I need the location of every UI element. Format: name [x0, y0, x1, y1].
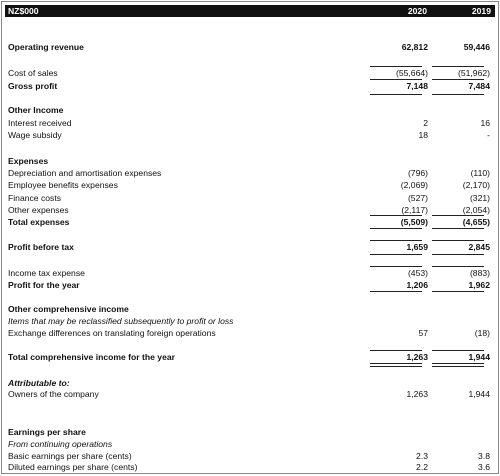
- attributable-heading-label: Attributable to:: [8, 378, 70, 388]
- rule-line: [370, 228, 422, 229]
- diluted-eps-label: Diluted earnings per share (cents): [8, 462, 138, 472]
- interest-received-label: Interest received: [8, 118, 72, 128]
- depreciation-amortisation-row: [8, 168, 490, 179]
- year-2019-header: 2019: [471, 6, 491, 16]
- rule-line: [370, 366, 422, 367]
- total-comprehensive-income-2020: 1,263: [406, 352, 428, 362]
- exchange-differences-2020: 57: [418, 328, 428, 338]
- profit-for-year-2020: 1,206: [406, 280, 428, 290]
- exchange-differences-label: Exchange differences on translating foreign operations: [8, 328, 216, 338]
- interest-received-row: [8, 118, 490, 129]
- total-comprehensive-income-row: [8, 352, 490, 363]
- depreciation-amortisation-2020: (796): [407, 168, 428, 178]
- finance-costs-2020: (527): [407, 193, 428, 203]
- basic-eps-row: [8, 451, 490, 462]
- rule-line: [432, 79, 484, 80]
- profit-before-tax-label: Profit before tax: [8, 242, 74, 252]
- attributable-heading-row: [8, 378, 478, 389]
- operating-revenue-2019: 59,446: [463, 42, 490, 52]
- total-comprehensive-income-2019: 1,944: [468, 352, 490, 362]
- profit-before-tax-2020: 1,659: [406, 242, 428, 252]
- basic-eps-2019: 3.8: [478, 451, 490, 461]
- rule-line: [432, 350, 484, 351]
- basic-eps-label: Basic earnings per share (cents): [8, 451, 132, 461]
- owners-of-company-row: [8, 389, 490, 400]
- eps-heading-label: Earnings per share: [8, 427, 86, 437]
- rule-line: [432, 94, 484, 95]
- rule-line: [370, 350, 422, 351]
- profit-for-year-row: [8, 280, 490, 291]
- gross-profit-row: [8, 81, 490, 92]
- other-expenses-2020: (2,117): [401, 205, 428, 215]
- operating-revenue-row: [8, 42, 490, 53]
- profit-for-year-2019: 1,962: [468, 280, 490, 290]
- rule-line: [432, 366, 484, 367]
- oci-reclass-note-label: Items that may be reclassified subsequently to profit or loss: [8, 316, 234, 326]
- oci-reclass-note-row: [8, 316, 478, 327]
- other-income-heading-row: [8, 105, 478, 116]
- rule-line: [432, 291, 484, 292]
- diluted-eps-2019: 3.6: [478, 462, 490, 472]
- exchange-differences-2019: (18): [474, 328, 490, 338]
- income-tax-expense-label: Income tax expense: [8, 268, 85, 278]
- rule-line: [370, 66, 422, 67]
- expenses-heading-label: Expenses: [8, 156, 49, 166]
- table-header: [5, 5, 495, 17]
- rule-line: [370, 79, 422, 80]
- diluted-eps-row: [8, 462, 490, 473]
- operating-revenue-2020: 62,812: [401, 42, 428, 52]
- cost-of-sales-label: Cost of sales: [8, 68, 58, 78]
- employee-benefits-2020: (2,069): [400, 180, 428, 190]
- rule-line: [370, 240, 422, 241]
- diluted-eps-2020: 2.2: [416, 462, 428, 472]
- income-tax-expense-row: [8, 268, 490, 279]
- depreciation-amortisation-label: Depreciation and amortisation expenses: [8, 168, 162, 178]
- profit-for-year-label: Profit for the year: [8, 280, 80, 290]
- depreciation-amortisation-2019: (110): [470, 168, 490, 178]
- cost-of-sales-row: [8, 68, 490, 79]
- currency-label: NZ$000: [8, 6, 39, 16]
- finance-costs-label: Finance costs: [8, 193, 62, 203]
- eps-heading-row: [8, 427, 478, 438]
- basic-eps-2020: 2.3: [416, 451, 428, 461]
- rule-line: [432, 254, 484, 255]
- year-2020-header: 2020: [407, 6, 427, 16]
- rule-line: [432, 228, 484, 229]
- rule-line: [432, 66, 484, 67]
- other-expenses-label: Other expenses: [8, 205, 69, 215]
- rule-line: [432, 363, 484, 364]
- owners-of-company-2020: 1,263: [406, 389, 428, 399]
- rule-line: [370, 363, 422, 364]
- rule-line: [370, 94, 422, 95]
- rule-line: [432, 266, 484, 267]
- owners-of-company-2019: 1,944: [468, 389, 490, 399]
- gross-profit-2020: 7,148: [406, 81, 428, 91]
- cost-of-sales-2019: (51,962): [457, 68, 490, 78]
- rule-line: [370, 254, 422, 255]
- cost-of-sales-2020: (55,664): [395, 68, 428, 78]
- interest-received-2019: 16: [480, 118, 490, 128]
- profit-before-tax-row: [8, 242, 490, 253]
- rule-line: [370, 266, 422, 267]
- profit-before-tax-2019: 2,845: [468, 242, 490, 252]
- income-statement: [1, 1, 499, 474]
- gross-profit-2019: 7,484: [468, 81, 490, 91]
- employee-benefits-row: [8, 180, 490, 191]
- gross-profit-label: Gross profit: [8, 81, 58, 91]
- total-expenses-2019: (4,655): [462, 217, 490, 227]
- wage-subsidy-2019: -: [487, 130, 490, 140]
- wage-subsidy-2020: 18: [418, 130, 428, 140]
- other-income-heading-label: Other Income: [8, 105, 64, 115]
- operating-revenue-label: Operating revenue: [8, 42, 84, 52]
- total-expenses-2020: (5,509): [400, 217, 428, 227]
- total-expenses-label: Total expenses: [8, 217, 70, 227]
- oci-heading-label: Other comprehensive income: [8, 304, 129, 314]
- rule-line: [370, 291, 422, 292]
- income-tax-expense-2019: (883): [469, 268, 490, 278]
- other-expenses-2019: (2,054): [462, 205, 490, 215]
- wage-subsidy-label: Wage subsidy: [8, 130, 62, 140]
- owners-of-company-label: Owners of the company: [8, 389, 99, 399]
- rule-line: [432, 240, 484, 241]
- rule-line: [432, 215, 484, 216]
- continuing-operations-note-label: From continuing operations: [8, 439, 113, 449]
- interest-received-2020: 2: [423, 118, 428, 128]
- employee-benefits-2019: (2,170): [462, 180, 490, 190]
- employee-benefits-label: Employee benefits expenses: [8, 180, 118, 190]
- exchange-differences-row: [8, 328, 490, 339]
- finance-costs-2019: (321): [469, 193, 490, 203]
- income-tax-expense-2020: (453): [407, 268, 428, 278]
- rule-line: [370, 215, 422, 216]
- expenses-heading-row: [8, 156, 478, 167]
- oci-heading-row: [8, 304, 478, 315]
- continuing-operations-note-row: [8, 439, 478, 450]
- wage-subsidy-row: [8, 130, 490, 141]
- total-comprehensive-income-label: Total comprehensive income for the year: [8, 352, 175, 362]
- finance-costs-row: [8, 193, 490, 204]
- total-expenses-row: [8, 217, 490, 228]
